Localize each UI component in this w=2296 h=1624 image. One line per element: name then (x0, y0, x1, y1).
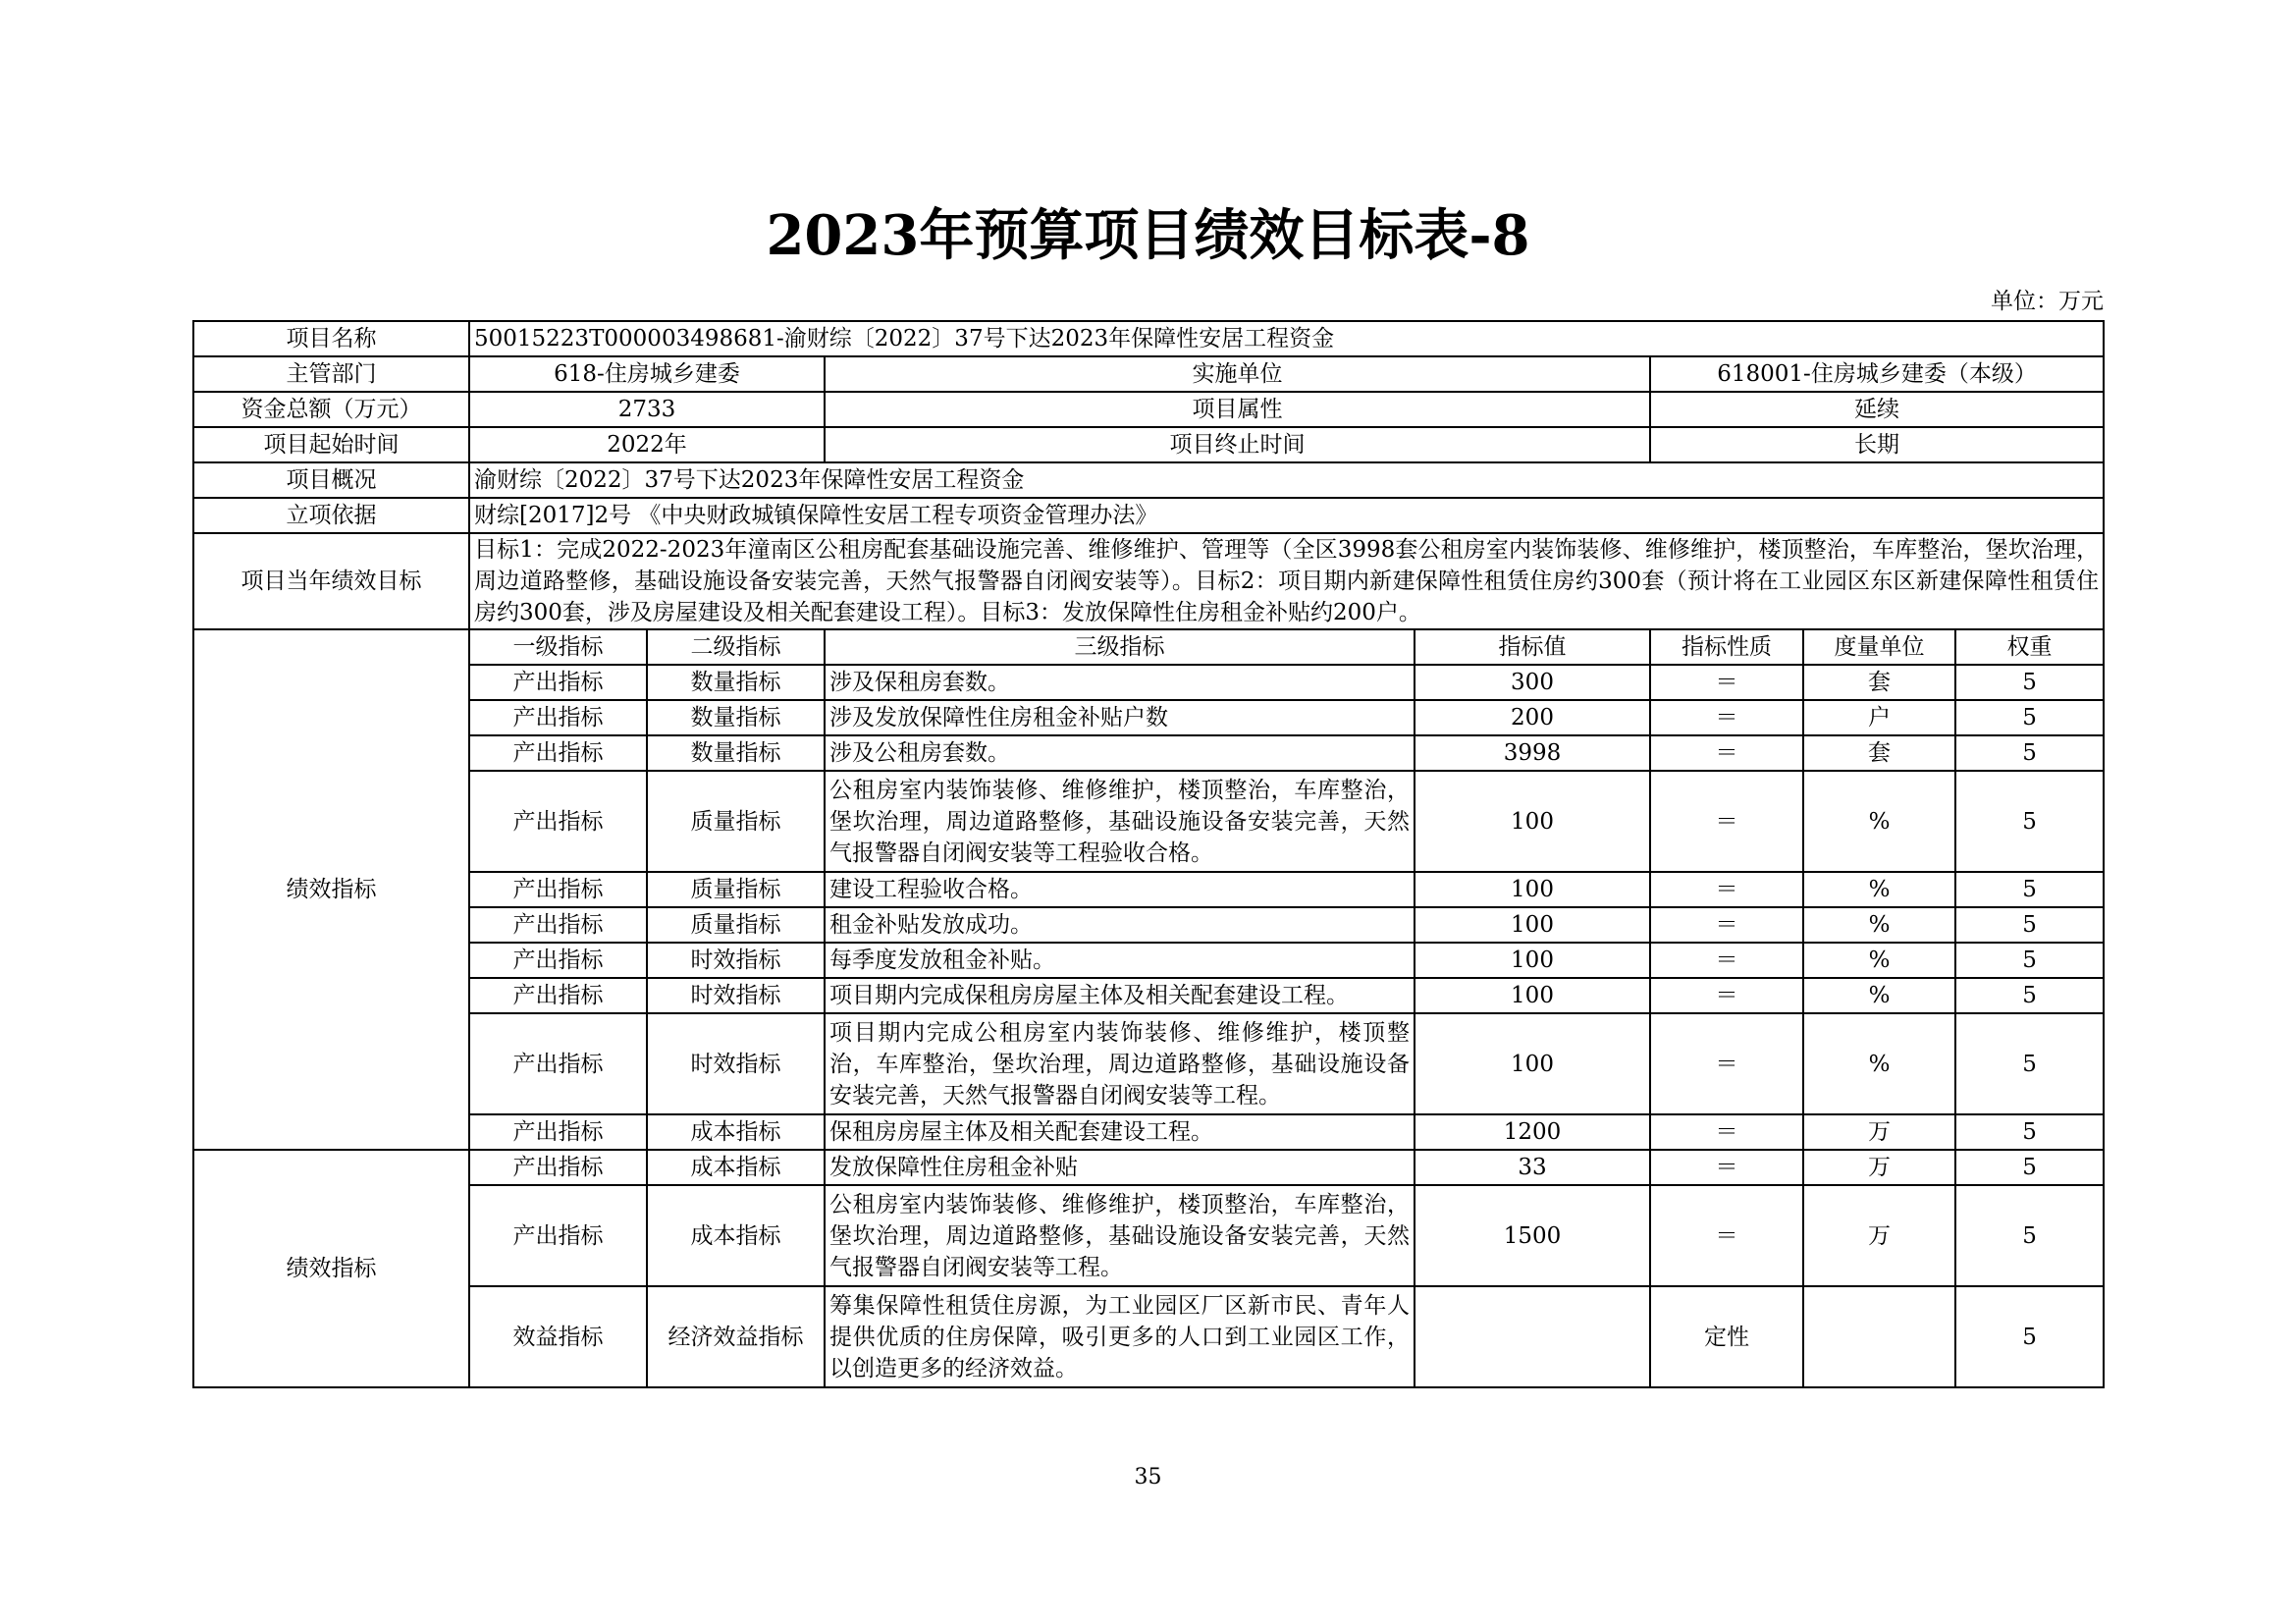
header-cell: 指标值 (1415, 629, 1650, 665)
l1-cell: 产出指标 (469, 735, 647, 771)
start-label: 项目起始时间 (193, 427, 469, 462)
unit-cell: % (1803, 872, 1955, 907)
start-value: 2022年 (469, 427, 825, 462)
end-label: 项目终止时间 (825, 427, 1650, 462)
table-row (193, 1286, 2104, 1387)
nature-cell: ＝ (1650, 872, 1803, 907)
unit-cell: % (1803, 978, 1955, 1013)
weight-cell: 5 (1955, 978, 2104, 1013)
l2-cell: 时效指标 (647, 1013, 825, 1114)
basis-value: 财综[2017]2号 《中央财政城镇保障性安居工程专项资金管理办法》 (469, 498, 2104, 533)
value-cell: 33 (1415, 1150, 1650, 1185)
l2-cell: 成本指标 (647, 1150, 825, 1185)
weight-cell: 5 (1955, 665, 2104, 700)
unit-cell: 套 (1803, 735, 1955, 771)
value-cell: 300 (1415, 665, 1650, 700)
weight-cell: 5 (1955, 1185, 2104, 1286)
l1-cell: 产出指标 (469, 978, 647, 1013)
goal-value: 目标1：完成2022-2023年潼南区公租房配套基础设施完善、维修维护、管理等（全区3998套公租房室内装饰装修、维修维护，楼顶整治，车库整治，堡坎治理，周边道路整修，基础设施设备安装完善，天然气报警器自闭阀安装等）。目标2：项目期内新建保障性租赁住房约300套（预计将在工业园区东区新建保障性租赁住房约300套，涉及房屋建设及相关配套建设工程）。目标3：发放保障性住房租金补贴约200户。 (469, 533, 2104, 629)
row-overview (193, 462, 2104, 498)
unit-cell: 户 (1803, 700, 1955, 735)
impl-label: 实施单位 (825, 356, 1650, 392)
row-time (193, 427, 2104, 462)
table-row (193, 735, 2104, 771)
l2-cell: 质量指标 (647, 771, 825, 872)
l2-cell: 经济效益指标 (647, 1286, 825, 1387)
value-cell: 200 (1415, 700, 1650, 735)
l2-cell: 数量指标 (647, 665, 825, 700)
table-row (193, 1150, 2104, 1185)
nature-cell: ＝ (1650, 771, 1803, 872)
weight-cell: 5 (1955, 943, 2104, 978)
l3-cell: 公租房室内装饰装修、维修维护，楼顶整治，车库整治，堡坎治理，周边道路整修，基础设施设备安装完善，天然气报警器自闭阀安装等工程验收合格。 (825, 771, 1415, 872)
row-project-name (193, 321, 2104, 356)
nature-cell: ＝ (1650, 978, 1803, 1013)
table-row (193, 907, 2104, 943)
row-department (193, 356, 2104, 392)
unit-cell: 万 (1803, 1114, 1955, 1150)
value-cell: 100 (1415, 872, 1650, 907)
weight-cell: 5 (1955, 771, 2104, 872)
l1-cell: 产出指标 (469, 700, 647, 735)
l3-cell: 涉及保租房套数。 (825, 665, 1415, 700)
goal-label: 项目当年绩效目标 (193, 533, 469, 629)
l2-cell: 数量指标 (647, 700, 825, 735)
l2-cell: 时效指标 (647, 943, 825, 978)
attr-label: 项目属性 (825, 392, 1650, 427)
nature-cell: 定性 (1650, 1286, 1803, 1387)
weight-cell: 5 (1955, 907, 2104, 943)
l3-cell: 项目期内完成保租房房屋主体及相关配套建设工程。 (825, 978, 1415, 1013)
overview-value: 渝财综〔2022〕37号下达2023年保障性安居工程资金 (469, 462, 2104, 498)
header-cell: 指标性质 (1650, 629, 1803, 665)
l2-cell: 质量指标 (647, 872, 825, 907)
value-cell: 1500 (1415, 1185, 1650, 1286)
table-row (193, 872, 2104, 907)
header-cell: 三级指标 (825, 629, 1415, 665)
l1-cell: 效益指标 (469, 1286, 647, 1387)
table-row (193, 771, 2104, 872)
l3-cell: 筹集保障性租赁住房源，为工业园区厂区新市民、青年人提供优质的住房保障，吸引更多的人口到工业园区工作，以创造更多的经济效益。 (825, 1286, 1415, 1387)
page-number: 35 (1134, 1465, 1162, 1489)
table-row (193, 700, 2104, 735)
weight-cell: 5 (1955, 700, 2104, 735)
l1-cell: 产出指标 (469, 1013, 647, 1114)
weight-cell: 5 (1955, 872, 2104, 907)
project-name-value: 50015223T000003498681-渝财综〔2022〕37号下达2023年保障性安居工程资金 (469, 321, 2104, 356)
l2-cell: 成本指标 (647, 1114, 825, 1150)
header-cell: 二级指标 (647, 629, 825, 665)
l2-cell: 质量指标 (647, 907, 825, 943)
l2-cell: 时效指标 (647, 978, 825, 1013)
header-row (193, 629, 2104, 665)
l3-cell: 建设工程验收合格。 (825, 872, 1415, 907)
unit-cell (1803, 1286, 1955, 1387)
dept-value: 618-住房城乡建委 (469, 356, 825, 392)
l1-cell: 产出指标 (469, 1150, 647, 1185)
nature-cell: ＝ (1650, 1150, 1803, 1185)
l3-cell: 租金补贴发放成功。 (825, 907, 1415, 943)
table-row (193, 943, 2104, 978)
value-cell: 100 (1415, 907, 1650, 943)
nature-cell: ＝ (1650, 700, 1803, 735)
weight-cell: 5 (1955, 1286, 2104, 1387)
nature-cell: ＝ (1650, 907, 1803, 943)
perf-label-group-1: 绩效指标 (193, 629, 469, 1150)
unit-cell: 套 (1803, 665, 1955, 700)
value-cell: 100 (1415, 943, 1650, 978)
l1-cell: 产出指标 (469, 1185, 647, 1286)
l1-cell: 产出指标 (469, 771, 647, 872)
l3-cell: 每季度发放租金补贴。 (825, 943, 1415, 978)
unit-cell: % (1803, 943, 1955, 978)
value-cell: 100 (1415, 978, 1650, 1013)
l3-cell: 涉及发放保障性住房租金补贴户数 (825, 700, 1415, 735)
row-fund (193, 392, 2104, 427)
weight-cell: 5 (1955, 1114, 2104, 1150)
value-cell: 100 (1415, 1013, 1650, 1114)
unit-cell: % (1803, 1013, 1955, 1114)
attr-value: 延续 (1650, 392, 2104, 427)
header-cell: 一级指标 (469, 629, 647, 665)
fund-value: 2733 (469, 392, 825, 427)
page-title: 2023年预算项目绩效目标表-8 (766, 203, 1530, 268)
weight-cell: 5 (1955, 735, 2104, 771)
row-basis (193, 498, 2104, 533)
unit-cell: % (1803, 771, 1955, 872)
table-row (193, 1114, 2104, 1150)
l3-cell: 公租房室内装饰装修、维修维护，楼顶整治，车库整治，堡坎治理，周边道路整修，基础设施设备安装完善，天然气报警器自闭阀安装等工程。 (825, 1185, 1415, 1286)
dept-label: 主管部门 (193, 356, 469, 392)
weight-cell: 5 (1955, 1013, 2104, 1114)
unit-cell: 万 (1803, 1150, 1955, 1185)
header-cell: 度量单位 (1803, 629, 1955, 665)
l3-cell: 保租房房屋主体及相关配套建设工程。 (825, 1114, 1415, 1150)
nature-cell: ＝ (1650, 943, 1803, 978)
nature-cell: ＝ (1650, 1114, 1803, 1150)
perf-label-group-2: 绩效指标 (193, 1150, 469, 1387)
unit-cell: % (1803, 907, 1955, 943)
overview-label: 项目概况 (193, 462, 469, 498)
l1-cell: 产出指标 (469, 665, 647, 700)
value-cell: 3998 (1415, 735, 1650, 771)
nature-cell: ＝ (1650, 735, 1803, 771)
value-cell: 1200 (1415, 1114, 1650, 1150)
l1-cell: 产出指标 (469, 872, 647, 907)
value-cell (1415, 1286, 1650, 1387)
unit-label: 单位：万元 (1991, 289, 2104, 314)
table-row (193, 978, 2104, 1013)
table-row (193, 665, 2104, 700)
row-goal (193, 533, 2104, 629)
l3-cell: 发放保障性住房租金补贴 (825, 1150, 1415, 1185)
l1-cell: 产出指标 (469, 1114, 647, 1150)
unit-cell: 万 (1803, 1185, 1955, 1286)
nature-cell: ＝ (1650, 665, 1803, 700)
end-value: 长期 (1650, 427, 2104, 462)
l3-cell: 项目期内完成公租房室内装饰装修、维修维护，楼顶整治，车库整治，堡坎治理，周边道路整修，基础设施设备安装完善，天然气报警器自闭阀安装等工程。 (825, 1013, 1415, 1114)
project-name-label: 项目名称 (193, 321, 469, 356)
fund-label: 资金总额（万元） (193, 392, 469, 427)
l1-cell: 产出指标 (469, 943, 647, 978)
nature-cell: ＝ (1650, 1185, 1803, 1286)
weight-cell: 5 (1955, 1150, 2104, 1185)
performance-table (192, 320, 2105, 1388)
l3-cell: 涉及公租房套数。 (825, 735, 1415, 771)
l1-cell: 产出指标 (469, 907, 647, 943)
basis-label: 立项依据 (193, 498, 469, 533)
header-cell: 权重 (1955, 629, 2104, 665)
l2-cell: 数量指标 (647, 735, 825, 771)
impl-value: 618001-住房城乡建委（本级） (1650, 356, 2104, 392)
value-cell: 100 (1415, 771, 1650, 872)
table-row (193, 1013, 2104, 1114)
table-row (193, 1185, 2104, 1286)
l2-cell: 成本指标 (647, 1185, 825, 1286)
nature-cell: ＝ (1650, 1013, 1803, 1114)
